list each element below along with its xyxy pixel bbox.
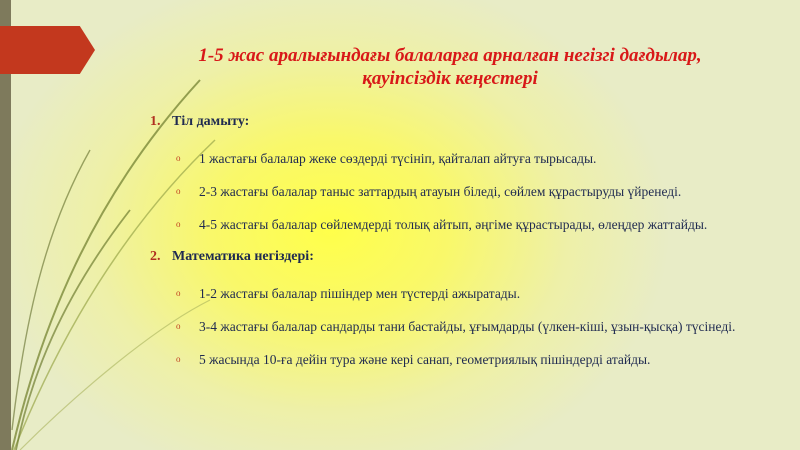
slide-title [150, 44, 750, 90]
slide-content [150, 113, 750, 383]
title-line-2: қауіпсіздік кеңестері [362, 68, 538, 89]
bullet-circle-icon: o [176, 219, 181, 229]
section-title: Математика негіздері: [172, 249, 314, 264]
bullet-circle-icon: o [176, 153, 181, 163]
section-number: 2. [150, 249, 161, 264]
list-item [150, 215, 739, 234]
list-item [150, 284, 739, 303]
list-item-text: 3-4 жастағы балалар сандарды тани бастайды, ұғымдарды (үлкен-кіші, ұзын-қысқа) түсінеді. [199, 319, 736, 334]
list-item-text: 5 жасында 10-ға дейін тура және кері санап, геометриялық пішіндерді атайды. [199, 352, 651, 367]
title-line-1: 1-5 жас аралығындағы балаларға арналған негізгі дағдылар, [198, 45, 702, 66]
bullet-circle-icon: o [176, 288, 181, 298]
list-item [150, 317, 739, 336]
list-item [150, 182, 739, 201]
section-number: 1. [150, 114, 161, 129]
red-arrow-tab [0, 26, 95, 74]
list-item [150, 350, 739, 369]
list-item [150, 149, 739, 168]
bullet-circle-icon: o [176, 186, 181, 196]
section-heading [150, 248, 750, 266]
list-item-text: 1-2 жастағы балалар пішіндер мен түстерді ажыратады. [199, 286, 521, 301]
list-item-text: 4-5 жастағы балалар сөйлемдерді толық айтып, әңгіме құрастырады, өлеңдер жаттайды. [199, 217, 708, 232]
section-title: Тіл дамыту: [172, 114, 250, 129]
section-heading [150, 113, 750, 131]
section-math [150, 248, 750, 369]
list-item-text: 2-3 жастағы балалар таныс заттардың атауын біледі, сөйлем құрастыруды үйренеді. [199, 184, 682, 199]
section-language [150, 113, 750, 234]
bullet-circle-icon: o [176, 321, 181, 331]
bullet-circle-icon: o [176, 354, 181, 364]
list-item-text: 1 жастағы балалар жеке сөздерді түсініп, қайталап айтуға тырысады. [199, 151, 597, 166]
